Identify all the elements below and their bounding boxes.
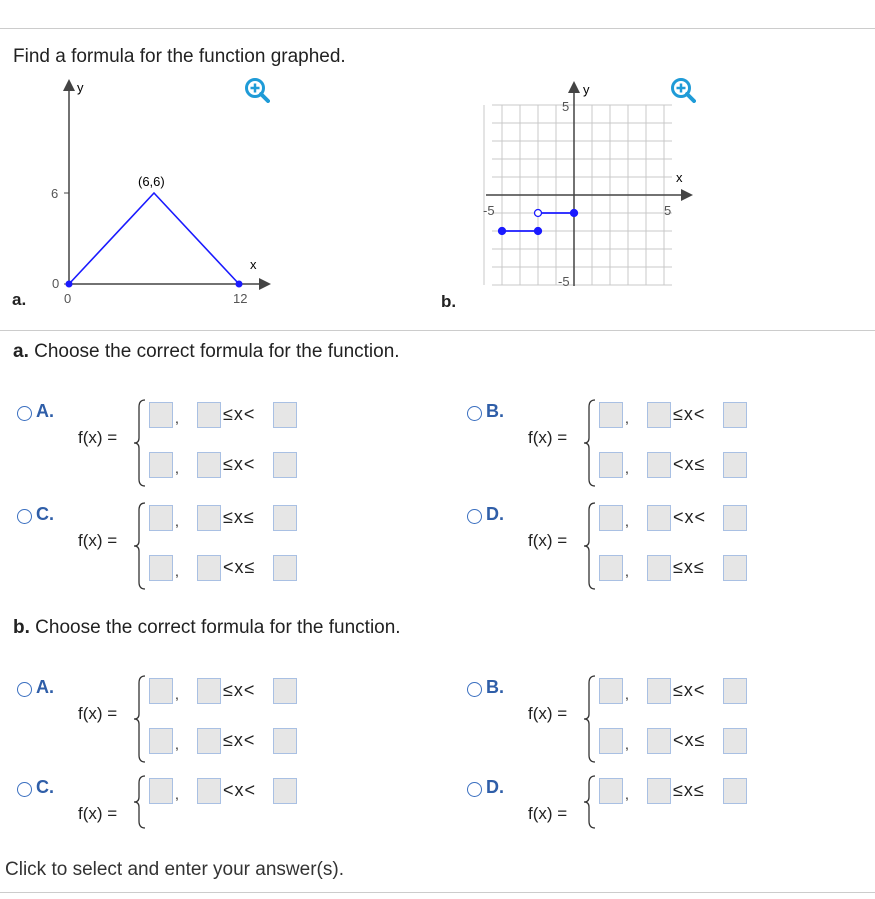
option-a-row1-value-box[interactable] bbox=[149, 402, 173, 428]
option-b-letter[interactable]: B. bbox=[486, 677, 504, 697]
option-a-brace bbox=[133, 399, 147, 487]
option-a-row1-upper-bound-box[interactable] bbox=[273, 402, 297, 428]
option-c-letter[interactable]: C. bbox=[36, 504, 54, 524]
option-c-row1-lower-bound-box[interactable] bbox=[197, 778, 221, 804]
option-b-row2-upper-bound-box[interactable] bbox=[723, 452, 747, 478]
option-c-letter[interactable]: C. bbox=[36, 777, 54, 797]
x-axis-label: x bbox=[676, 170, 683, 185]
option-d-row2-inequality: ≤x≤ bbox=[673, 557, 705, 577]
option-b-row2-inequality: <x≤ bbox=[673, 454, 706, 474]
option-d-row1-upper-bound-box[interactable] bbox=[723, 505, 747, 531]
option-c-row2-value-box[interactable] bbox=[149, 555, 173, 581]
zoom-in-icon-b[interactable] bbox=[670, 77, 696, 103]
option-c-row1-upper-bound-box[interactable] bbox=[273, 778, 297, 804]
option-b-row1-comma: , bbox=[625, 410, 629, 426]
part-b-heading-text: Choose the correct formula for the function. bbox=[29, 617, 401, 638]
x-axis-label: x bbox=[250, 257, 257, 272]
option-d-fx-label: f(x) = bbox=[528, 531, 568, 550]
option-d-row2-comma: , bbox=[625, 563, 629, 579]
option-c-row1-lower-bound-box[interactable] bbox=[197, 505, 221, 531]
option-b-fx-label: f(x) = bbox=[528, 428, 568, 447]
option-d-row2-lower-bound-box[interactable] bbox=[647, 555, 671, 581]
endpoint-left bbox=[66, 281, 73, 288]
option-b-radio[interactable] bbox=[467, 406, 482, 421]
option-d-letter[interactable]: D. bbox=[486, 504, 504, 524]
section-divider bbox=[0, 330, 875, 331]
x-tick-0: 0 bbox=[64, 291, 72, 306]
option-d-row1-comma: , bbox=[625, 786, 629, 802]
option-a-row2-value-box[interactable] bbox=[149, 728, 173, 754]
option-c-radio[interactable] bbox=[17, 509, 32, 524]
option-d-brace bbox=[583, 502, 597, 590]
part-a-heading-text: Choose the correct formula for the function. bbox=[28, 341, 400, 362]
option-d-radio[interactable] bbox=[467, 509, 482, 524]
part-b-heading bbox=[13, 617, 401, 639]
option-d-row1-lower-bound-box[interactable] bbox=[647, 505, 671, 531]
option-a-row2-inequality: ≤x< bbox=[223, 730, 256, 750]
option-d-row2-upper-bound-box[interactable] bbox=[723, 555, 747, 581]
top-divider bbox=[0, 28, 875, 29]
option-c-row1-inequality: <x< bbox=[223, 780, 257, 800]
option-b-row2-upper-bound-box[interactable] bbox=[723, 728, 747, 754]
graph-b bbox=[478, 78, 698, 293]
y-tick-5: 5 bbox=[562, 99, 570, 114]
option-c-row1-value-box[interactable] bbox=[149, 778, 173, 804]
open-endpoint bbox=[535, 210, 542, 217]
closed-endpoint bbox=[499, 228, 506, 235]
graph-a bbox=[28, 76, 288, 308]
option-d-row1-inequality: <x< bbox=[673, 507, 707, 527]
footer-instructions: Click to select and enter your answer(s). bbox=[5, 859, 344, 880]
zoom-in-icon-a[interactable] bbox=[244, 77, 270, 103]
option-a-row2-upper-bound-box[interactable] bbox=[273, 452, 297, 478]
option-d-row1-value-box[interactable] bbox=[599, 505, 623, 531]
option-b-brace bbox=[583, 675, 597, 763]
option-a-letter[interactable]: A. bbox=[36, 677, 54, 697]
option-a-radio[interactable] bbox=[17, 682, 32, 697]
option-d-row1-comma: , bbox=[625, 513, 629, 529]
endpoint-right bbox=[236, 281, 243, 288]
option-b-row2-inequality: <x≤ bbox=[673, 730, 706, 750]
option-a-row1-comma: , bbox=[175, 686, 179, 702]
option-b-row1-upper-bound-box[interactable] bbox=[723, 678, 747, 704]
option-c-row2-upper-bound-box[interactable] bbox=[273, 555, 297, 581]
option-a-row2-lower-bound-box[interactable] bbox=[197, 728, 221, 754]
option-a-row2-comma: , bbox=[175, 460, 179, 476]
option-a-row1-inequality: ≤x< bbox=[223, 404, 256, 424]
option-c-brace bbox=[133, 775, 147, 829]
option-b-row2-value-box[interactable] bbox=[599, 452, 623, 478]
point-label: (6,6) bbox=[138, 174, 165, 189]
closed-endpoint bbox=[571, 210, 578, 217]
option-b-radio[interactable] bbox=[467, 682, 482, 697]
graph-a-line bbox=[69, 193, 239, 284]
option-a-row2-value-box[interactable] bbox=[149, 452, 173, 478]
option-c-row1-inequality: ≤x≤ bbox=[223, 507, 255, 527]
graph-a-label: a. bbox=[12, 290, 27, 309]
option-c-row1-upper-bound-box[interactable] bbox=[273, 505, 297, 531]
option-a-row2-lower-bound-box[interactable] bbox=[197, 452, 221, 478]
part-a-heading-bold: a. bbox=[13, 341, 29, 362]
option-a-radio[interactable] bbox=[17, 406, 32, 421]
option-d-letter[interactable]: D. bbox=[486, 777, 504, 797]
option-d-brace bbox=[583, 775, 597, 829]
option-b-row1-comma: , bbox=[625, 686, 629, 702]
option-c-row2-lower-bound-box[interactable] bbox=[197, 555, 221, 581]
option-a-row1-upper-bound-box[interactable] bbox=[273, 678, 297, 704]
option-b-row1-upper-bound-box[interactable] bbox=[723, 402, 747, 428]
part-a-heading bbox=[13, 341, 400, 363]
closed-endpoint bbox=[535, 228, 542, 235]
option-a-row2-comma: , bbox=[175, 736, 179, 752]
option-d-row1-lower-bound-box[interactable] bbox=[647, 778, 671, 804]
option-d-row1-upper-bound-box[interactable] bbox=[723, 778, 747, 804]
option-b-brace bbox=[583, 399, 597, 487]
option-b-row1-inequality: ≤x< bbox=[673, 680, 706, 700]
y-tick-6: 6 bbox=[51, 186, 59, 201]
option-b-row1-inequality: ≤x< bbox=[673, 404, 706, 424]
option-a-row1-lower-bound-box[interactable] bbox=[197, 402, 221, 428]
option-c-row1-value-box[interactable] bbox=[149, 505, 173, 531]
option-b-row2-lower-bound-box[interactable] bbox=[647, 452, 671, 478]
option-c-row1-comma: , bbox=[175, 513, 179, 529]
option-c-row2-comma: , bbox=[175, 563, 179, 579]
option-b-row2-value-box[interactable] bbox=[599, 728, 623, 754]
option-c-row2-inequality: <x≤ bbox=[223, 557, 256, 577]
option-c-brace bbox=[133, 502, 147, 590]
option-a-fx-label: f(x) = bbox=[78, 428, 118, 447]
option-d-row2-value-box[interactable] bbox=[599, 555, 623, 581]
graph-b-label: b. bbox=[441, 292, 457, 311]
option-d-row1-inequality: ≤x≤ bbox=[673, 780, 705, 800]
option-c-row1-comma: , bbox=[175, 786, 179, 802]
option-c-radio[interactable] bbox=[17, 782, 32, 797]
option-b-row1-lower-bound-box[interactable] bbox=[647, 402, 671, 428]
option-b-fx-label: f(x) = bbox=[528, 704, 568, 723]
option-c-fx-label: f(x) = bbox=[78, 531, 118, 550]
option-b-row2-lower-bound-box[interactable] bbox=[647, 728, 671, 754]
option-a-row1-inequality: ≤x< bbox=[223, 680, 256, 700]
x-tick-12: 12 bbox=[233, 291, 248, 306]
option-a-row2-upper-bound-box[interactable] bbox=[273, 728, 297, 754]
option-a-fx-label: f(x) = bbox=[78, 704, 118, 723]
option-a-brace bbox=[133, 675, 147, 763]
option-d-row1-value-box[interactable] bbox=[599, 778, 623, 804]
option-d-fx-label: f(x) = bbox=[528, 804, 568, 823]
option-b-row1-lower-bound-box[interactable] bbox=[647, 678, 671, 704]
option-b-row2-comma: , bbox=[625, 460, 629, 476]
y-axis-label: y bbox=[77, 80, 84, 95]
y-tick-0: 0 bbox=[52, 276, 60, 291]
option-b-row1-value-box[interactable] bbox=[599, 402, 623, 428]
option-d-radio[interactable] bbox=[467, 782, 482, 797]
option-a-row1-lower-bound-box[interactable] bbox=[197, 678, 221, 704]
option-a-letter[interactable]: A. bbox=[36, 401, 54, 421]
option-a-row1-comma: , bbox=[175, 410, 179, 426]
option-c-fx-label: f(x) = bbox=[78, 804, 118, 823]
x-tick-neg5: -5 bbox=[483, 203, 495, 218]
option-a-row2-inequality: ≤x< bbox=[223, 454, 256, 474]
option-b-letter[interactable]: B. bbox=[486, 401, 504, 421]
option-a-row1-value-box[interactable] bbox=[149, 678, 173, 704]
x-tick-5: 5 bbox=[664, 203, 672, 218]
y-tick-neg5: -5 bbox=[558, 274, 570, 289]
option-b-row1-value-box[interactable] bbox=[599, 678, 623, 704]
y-axis-label: y bbox=[583, 82, 590, 97]
footer-divider bbox=[0, 892, 875, 893]
question-prompt: Find a formula for the function graphed. bbox=[13, 46, 346, 67]
part-b-heading-bold: b. bbox=[13, 617, 30, 638]
option-b-row2-comma: , bbox=[625, 736, 629, 752]
